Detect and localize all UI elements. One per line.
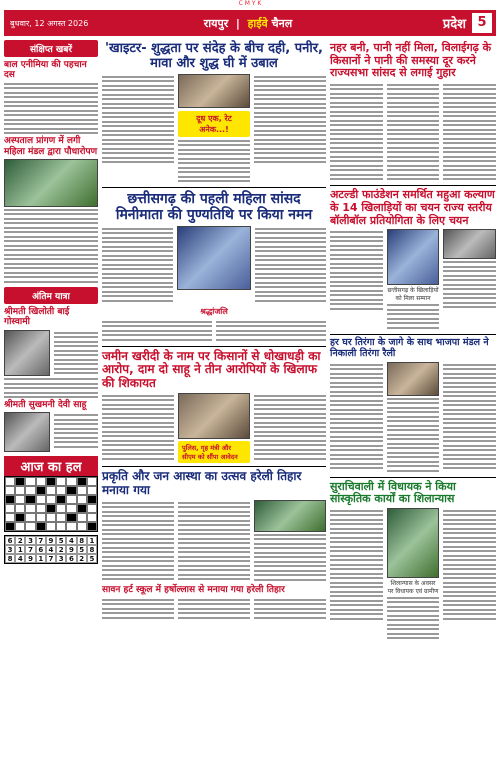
tribute-subhead: श्रद्धांजलि [200, 306, 228, 316]
article-text [255, 228, 326, 302]
article-text [178, 599, 250, 619]
brand-name-channel: चैनल [271, 16, 293, 30]
cmyk-marks: C M Y K [238, 0, 262, 7]
article-text [54, 332, 98, 375]
tribute-photo [177, 226, 250, 290]
player-photo [443, 229, 496, 259]
pull-quote: दूध एक, रेट अनेक...! [178, 111, 250, 137]
photo-caption: पुलिस, गृह मंत्री और सीएम को सौंपा आवेदन [178, 441, 250, 463]
brief-news-headline-1: बाल एनीमिया की पहचान दस [4, 60, 87, 81]
section-title: प्रदेश [442, 17, 466, 32]
obituary-name-2: श्रीमती सुखमनी देवी साहू [4, 400, 87, 411]
article-text [254, 599, 326, 619]
article-text [102, 76, 174, 183]
obituary-photo-2 [4, 412, 50, 452]
lead-headline: 'खाइटर- शुद्धता पर संदेह के बीच दही, पनीर, मावा और शुद्ध घी में उबाल [105, 41, 323, 71]
crossword-grid [4, 476, 98, 532]
article-text [443, 84, 496, 181]
article-text [54, 414, 98, 450]
masthead: रायपुर | हाईवे चैनल [203, 16, 293, 30]
canal-headline: नहर बनी, पानी नहीं मिला, विलाईगढ़ के किसानों ने पानी की समस्या दूर करने राज्यसभा सांसद से लगाई गुहार [330, 41, 492, 80]
volleyball-headline: अटल्डी फाउंडेशन समर्थित महुआ कल्याण के 14 खिलाड़ियों का चयन राज्य स्तरीय बॉलीबॉल प्रतियोगिता के लिए चयन [330, 188, 495, 227]
hareli-headline: प्रकृति और जन आस्था का उत्सव हरेली तिहार मनाया गया [102, 468, 302, 497]
plantation-photo [4, 159, 98, 207]
brief-news-headline-2: अस्पताल प्रांगण में लगी महिला मंडल द्वारा पौधारोपण [4, 136, 98, 157]
article-text [102, 502, 174, 581]
hareli-photo [254, 500, 326, 532]
obituary-photo-1 [4, 330, 50, 376]
volleyball-team-photo [387, 229, 440, 285]
article-text [443, 261, 496, 308]
article-text [4, 83, 98, 135]
article-text [102, 321, 212, 341]
foundation-headline: सुराचिवाली में विधायक ने किया सांस्कृतिक कार्यों का शिलान्यास [330, 479, 456, 506]
article-text [330, 231, 383, 329]
left-column [4, 40, 98, 753]
article-text [387, 304, 440, 329]
article-text [443, 510, 496, 640]
article-text [254, 534, 326, 581]
article-text [178, 140, 250, 183]
right-column [330, 40, 496, 753]
page-header [4, 10, 496, 36]
dairy-photo [178, 74, 250, 108]
article-text [330, 510, 383, 640]
article-text [330, 364, 383, 472]
article-text [178, 502, 250, 581]
article-text [4, 209, 98, 283]
school-hareli-headline: सावन हर्ट स्कूल में हर्षोल्लास से मनाया गया हरेली तिहार [102, 584, 285, 595]
land-fraud-headline: जमीन खरीदी के नाम पर किसानों से धोखाधड़ी का आरोप, दाम दो साहू ने तीन आरोपियों के खिलाफ की शिकायत [102, 348, 321, 391]
article-text [4, 378, 98, 398]
obituary-name-1: श्रीमती खिलोती बाई गोस्वामी [4, 306, 70, 328]
brief-news-title: संक्षिप्त खबरें [4, 40, 98, 57]
complainant-photo [178, 393, 250, 439]
puzzle-title: आज का हल [4, 456, 98, 476]
foundation-stone-photo [387, 508, 440, 578]
photo-caption: छत्तीसगढ़ के खिलाड़ियों को मिला सम्मान [387, 287, 439, 303]
article-text [254, 395, 326, 461]
city-name: रायपुर [203, 16, 229, 30]
article-text [102, 228, 173, 302]
page-number: 5 [472, 13, 492, 33]
main-column [102, 40, 326, 753]
article-text [102, 599, 174, 619]
issue-date: बुधवार, 12 अगस्त 2026 [10, 18, 89, 28]
minimata-headline: छत्तीसगढ़ की पहली महिला सांसद मिनीमाता की पुण्यतिथि पर किया नमन [115, 191, 313, 224]
obituary-title: अंतिम यात्रा [4, 287, 98, 304]
sudoku-grid: 6 2 3 7 9 5 4 8 1 3 1 7 6 4 2 9 5 8 8 4 9 1 7 3 6 2 5 [4, 535, 98, 564]
photo-caption: शिलान्यास के अवसर पर विधायक एवं ग्रामीण [387, 579, 439, 595]
article-text [387, 597, 440, 640]
article-text [330, 84, 383, 181]
article-text [102, 395, 174, 461]
article-text [443, 364, 496, 472]
brand-name-highway: हाईवे [247, 16, 268, 30]
rally-photo [387, 362, 440, 396]
article-text [387, 84, 440, 181]
tiranga-rally-headline: हर घर तिरंगा के जागे के साथ भाजपा मंडल ने निकाली तिरंगा रैली [330, 336, 489, 359]
article-text [216, 321, 326, 341]
article-text [387, 398, 440, 472]
article-text [254, 76, 326, 183]
